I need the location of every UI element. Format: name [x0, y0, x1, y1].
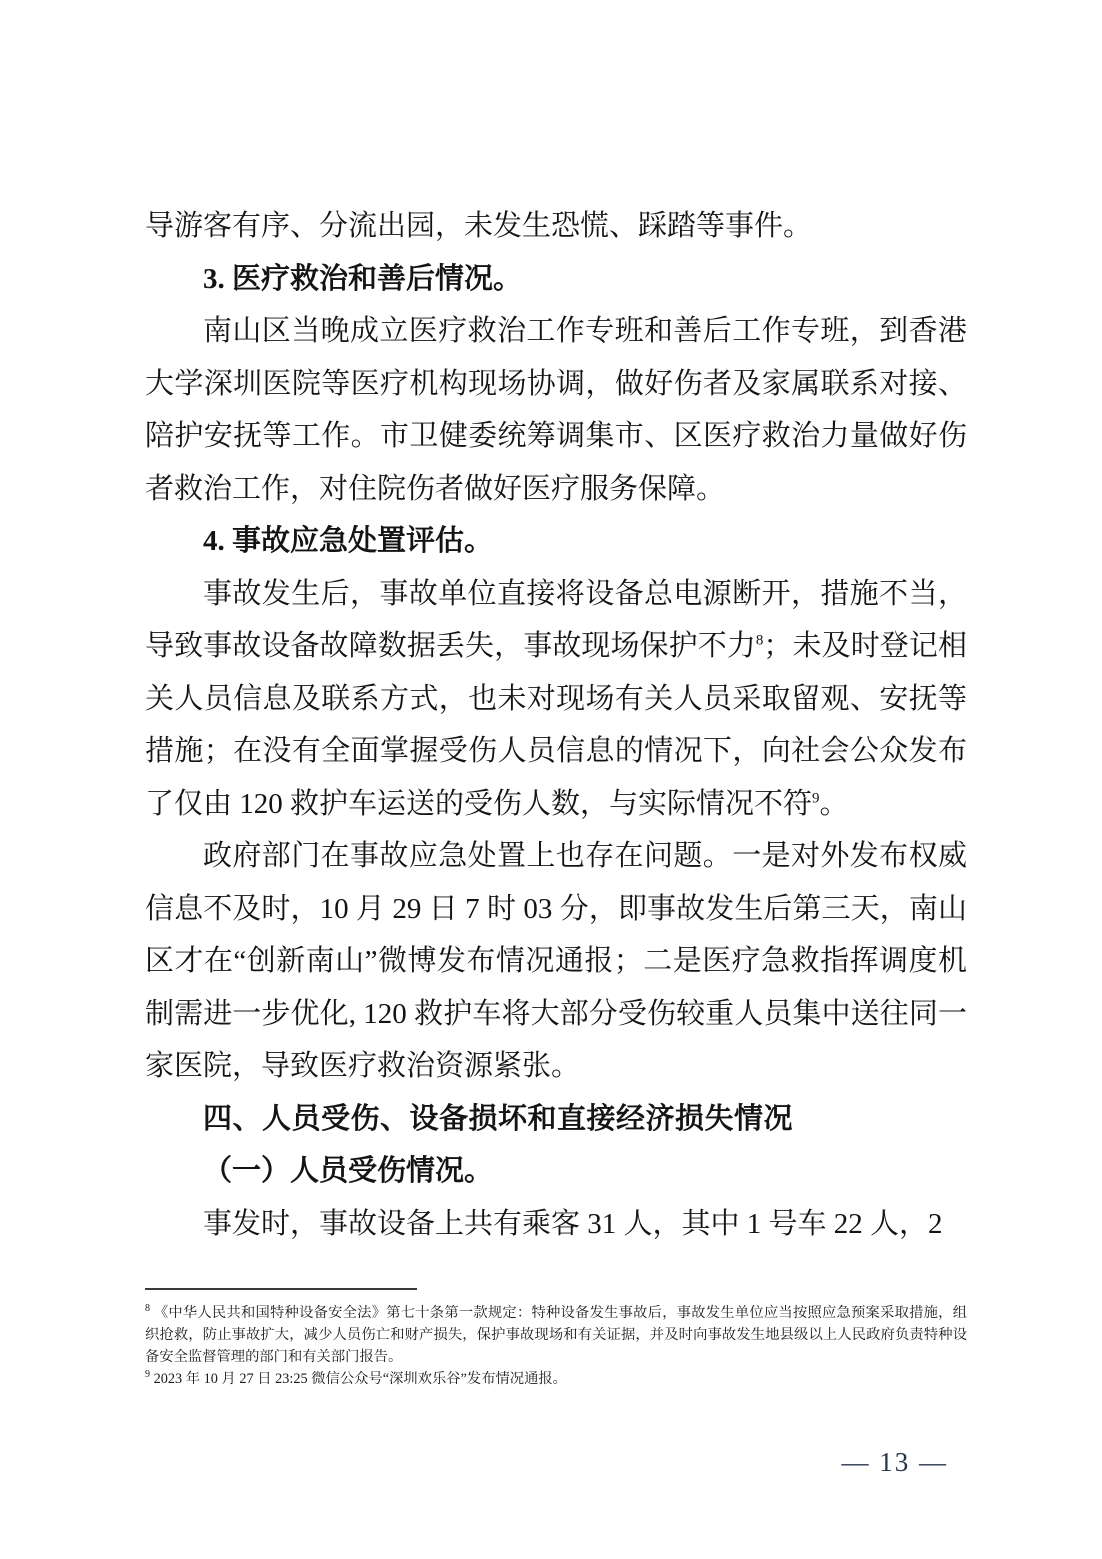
footnote-8-text: 《中华人民共和国特种设备安全法》第七十条第一款规定：特种设备发生事故后，事故发生单位应当按照应急预案采取措施，组织抢救，防止事故扩大，减少人员伤亡和财产损失，保护事故现场和有关证据，并及时向事故发生地县级以上人民政府负责特种设备安全监督管理的部门和有关部门报告。: [145, 1305, 967, 1365]
document-content: [145, 200, 967, 1250]
paragraph-injury-count: 事发时，事故设备上共有乘客 31 人，其中 1 号车 22 人，2: [203, 1207, 943, 1240]
paragraph-emergency-evaluation: [145, 568, 967, 831]
heading-emergency-evaluation: 4. 事故应急处置评估。: [203, 525, 494, 557]
paragraph-government-issues: 政府部门在事故应急处置上也存在问题。一是对外发布权威信息不及时，10 月 29 日 7 时 03 分，即事故发生后第三天，南山区才在“创新南山”微博发布情况通报；二是医疗急救指挥调度机制需进一步优化, 120 救护车将大部分受伤较重人员集中送往同一家医院，导致医疗救治资源紧张。: [145, 840, 967, 1082]
paragraph-segment: 事故发生后，事故单位直接将设备总电源断开，措施不当，导致事故设备故障数据丢失，事故现场保护不力: [145, 577, 967, 662]
paragraph-evacuation-tail: 导游客有序、分流出园，未发生恐慌、踩踏等事件。: [145, 210, 813, 242]
heading-personnel-injury: （一）人员受伤情况。: [203, 1155, 494, 1187]
footnote-8-marker: 8: [145, 1303, 150, 1315]
footnote-8: [145, 1302, 967, 1368]
footnotes-section: [145, 1288, 967, 1390]
footnote-ref-8: 8: [755, 632, 764, 649]
page-number: — 13 —: [841, 1447, 948, 1477]
paragraph-segment: 。: [819, 787, 849, 820]
footnote-9-marker: 9: [145, 1369, 150, 1381]
footnote-9: [145, 1368, 967, 1390]
footnote-ref-9: 9: [812, 789, 820, 806]
footnote-9-text: 2023 年 10 月 27 日 23:25 微信公众号“深圳欢乐谷”发布情况通报。: [153, 1371, 567, 1387]
heading-medical-treatment: 3. 医疗救治和善后情况。: [203, 262, 523, 295]
footnote-separator: [145, 1288, 417, 1290]
paragraph-segment: ；未及时登记相关人员信息及联系方式，也未对现场有关人员采取留观、安抚等措施；在没有全面掌握受伤人员信息的情况下，向社会公众发布了仅由 120 救护车运送的受伤人数，与实际情况不符: [145, 630, 967, 820]
paragraph-medical: 南山区当晚成立医疗救治工作专班和善后工作专班，到香港大学深圳医院等医疗机构现场协调，做好伤者及家属联系对接、陪护安抚等工作。市卫健委统筹调集市、区医疗救治力量做好伤者救治工作，对住院伤者做好医疗服务保障。: [145, 315, 967, 505]
heading-section-four: 四、人员受伤、设备损坏和直接经济损失情况: [203, 1102, 794, 1135]
